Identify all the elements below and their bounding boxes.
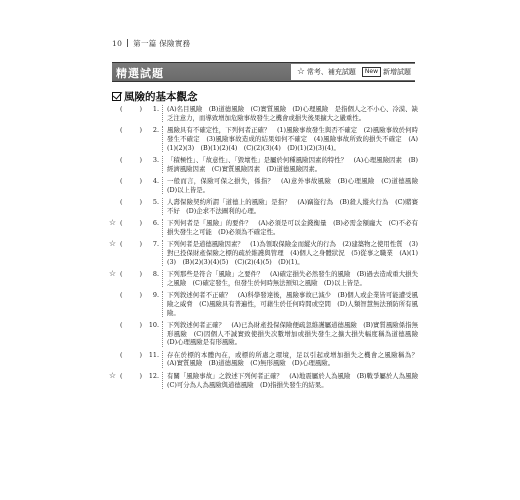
question-number: 12. <box>148 371 159 380</box>
question-text: 下列何者是「風險」的要件？ (A)必須是可以金錢衡量 (B)必需金額龐大 (C)不必有損失發生之可能 (D)必須為不確定性。 <box>162 219 418 236</box>
paren-open: ( <box>120 105 123 113</box>
paren-open: ( <box>120 198 123 207</box>
header-divider <box>127 39 128 47</box>
question-item <box>108 370 425 389</box>
paren-close: ) <box>139 176 142 185</box>
question-number: 8. <box>152 270 159 279</box>
paren-open: ( <box>120 270 123 279</box>
star-icon: ☆ <box>296 66 305 77</box>
checkmark-box-icon <box>112 92 121 101</box>
answer-blank[interactable] <box>117 198 145 207</box>
star-mark-icon: ☆ <box>108 370 117 380</box>
answer-blank[interactable] <box>117 177 145 186</box>
question-item <box>108 240 418 266</box>
banner-legend <box>291 64 415 80</box>
question-item <box>108 126 418 152</box>
paren-close: ) <box>139 105 142 113</box>
question-number: 2. <box>152 126 159 135</box>
section-heading <box>112 89 198 104</box>
star-mark-icon: ☆ <box>108 239 117 249</box>
question-number: 10. <box>148 320 159 329</box>
page-number: 10 <box>112 39 123 48</box>
answer-blank[interactable] <box>117 156 145 165</box>
answer-blank[interactable] <box>117 351 145 360</box>
paren-close: ) <box>139 291 142 300</box>
paren-close: ) <box>139 219 142 228</box>
section-heading-text: 風險的基本觀念 <box>124 91 198 103</box>
paren-close: ) <box>139 350 142 359</box>
answer-blank[interactable] <box>117 240 145 249</box>
question-text: 「積極性」、「故意性」、「毀壞性」是屬於何種風險因素的特性？ (A)心理風險因素 (B)經濟風險因素 (C)實質風險因素 (D)道德風險因素。 <box>162 156 418 173</box>
answer-blank[interactable] <box>117 291 145 300</box>
question-text: 下列那些是符合「風險」之要件？ (A)確定損失必然發生的風險 (B)過去造成重大損失之風險 (C)確定發生，但發生於何時無法預知之風險 (D)以上皆是。 <box>162 270 418 287</box>
question-item <box>108 176 425 194</box>
question-number: 6. <box>152 219 159 228</box>
question-text: 風險具有不確定性，下列何者正確？ (1)風險事故發生與否不確定 (2)風險事故於何時發生不確定 (3)風險事故造成的結果如何不確定 (4)風險事故所致的損失不確定 (A)(1)(2)(3) (B)(1)(2)(4) (C)(2)(3)(4) (D)(1)(2)(3)(4)。 <box>162 126 418 152</box>
question-number: 4. <box>152 176 159 185</box>
answer-blank[interactable] <box>117 270 145 279</box>
question-number: 5. <box>152 198 159 207</box>
question-number: 1. <box>152 105 159 113</box>
question-text: 一般而言，保險可保之損失，係指？ (A)意外事故風險 (B)心理風險 (C)道德風險 (D)以上皆是。 <box>162 177 418 194</box>
question-text: 人壽保險契約所謂「道德上的風險」是指？ (A)竊盜行為 (B)殺人縱火行為 (C)賭賽不好 (D)企求不法圖利的心理。 <box>162 198 418 215</box>
paren-open: ( <box>120 371 123 380</box>
answer-blank[interactable] <box>117 372 145 381</box>
question-number: 7. <box>152 240 159 249</box>
answer-blank[interactable] <box>117 219 145 228</box>
question-item <box>108 105 418 122</box>
new-badge: New <box>362 67 381 77</box>
question-text: 下列何者是道德風險因素？ (1)為領取保險金而縱火的行為 (2)建築物之使用性質 (3)對已投保財產保險之標的疏於維護與管理 (4)個人之身體狀況 (5)從事之職業 (A)(1)(3) (B)(2)(3)(4)(5) (C)(2)(4)(5) (D)(1)。 <box>162 240 418 266</box>
question-number: 3. <box>152 155 159 164</box>
paren-open: ( <box>120 320 123 329</box>
paren-close: ) <box>139 126 142 135</box>
paren-close: ) <box>139 240 142 249</box>
question-number: 11. <box>148 350 159 359</box>
paren-open: ( <box>120 350 123 359</box>
question-item <box>108 320 425 347</box>
section-banner <box>112 62 415 82</box>
paren-open: ( <box>120 126 123 135</box>
question-number: 9. <box>152 291 159 300</box>
question-text: 下列敘述何者不正確？ (A)科學發達後，風險事故已減少 (B)個人或企業皆可能遭受風險之威脅 (C)風險具有普遍性，可藉生於任何時間或空間 (D)人類智慧無法預防所有風險。 <box>162 291 418 317</box>
paren-open: ( <box>120 155 123 164</box>
question-item <box>108 291 418 317</box>
question-item <box>108 156 418 173</box>
paren-open: ( <box>120 240 123 249</box>
star-mark-icon: ☆ <box>108 218 117 228</box>
chapter-title: 第一篇 保險實務 <box>133 39 191 48</box>
legend-new-text: 新增試題 <box>383 68 411 76</box>
question-list <box>108 105 425 393</box>
paren-open: ( <box>120 219 123 228</box>
paren-close: ) <box>139 371 142 380</box>
question-text: 有關「風險事故」之敘述下列何者正確？ (A)地震屬於人為風險 (B)戰爭屬於人為風險 (C)可分為人為風險與道德風險 (D)指損失發生的結果。 <box>162 372 418 389</box>
paren-close: ) <box>139 155 142 164</box>
banner-title: 精選試題 <box>116 67 164 80</box>
answer-blank[interactable] <box>117 105 145 114</box>
question-item <box>108 219 418 236</box>
question-text: 存在於標的本體內在，或標的所處之環境，足以引起或增加損失之機會之風險稱為？ (A)實質風險 (B)道德風險 (C)無形風險 (D)心理風險。 <box>162 351 418 368</box>
question-item <box>108 350 425 368</box>
legend-star-text: 常考、補充試題 <box>306 68 356 76</box>
paren-close: ) <box>139 270 142 279</box>
paren-open: ( <box>120 291 123 300</box>
paren-open: ( <box>120 176 123 185</box>
page-header <box>112 38 190 49</box>
answer-blank[interactable] <box>117 126 145 135</box>
question-item <box>108 270 418 287</box>
question-item <box>108 198 418 215</box>
question-text: (A)名目風險 (B)道德風險 (C)實質風險 (D)心理風險 是指個人之不小心、冷漠、缺乏注意力，而導致增加危險事故發生之機會或損失後果擴大之嚴重性。 <box>162 105 418 122</box>
answer-blank[interactable] <box>117 321 145 330</box>
question-text: 下列敘述何者正確？ (A)已為財產投保保險便疏忽維護屬道德風險 (B)實質風險係指無形風險 (C)因個人不誠實致使損失次數增加或損失發生之擴大損失幅度稱為道德風險 (D)心理風險是有形風險。 <box>162 321 418 347</box>
star-mark-icon: ☆ <box>108 269 117 279</box>
paren-close: ) <box>139 198 142 207</box>
paren-close: ) <box>139 320 142 329</box>
